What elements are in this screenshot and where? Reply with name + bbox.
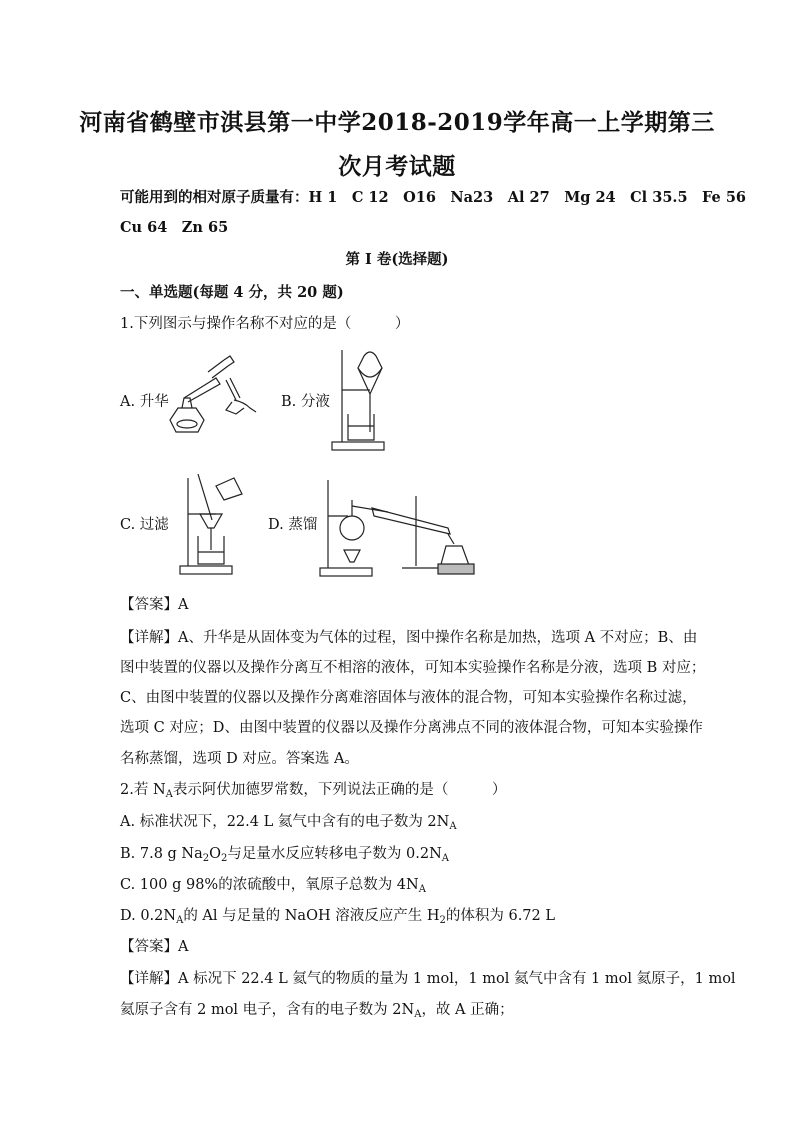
q2-option-a-subscript: A <box>449 821 457 832</box>
q2-option-c-text: C. 100 g 98%的浓硫酸中，氧原子总数为 4N <box>120 877 419 893</box>
sublimation-apparatus-figure <box>164 350 260 440</box>
question-2-stem <box>120 778 506 800</box>
q1-option-c-label: C. 过滤 <box>120 517 169 533</box>
question-1-stem: 1.下列图示与操作名称不对应的是（ ） <box>120 316 410 332</box>
q1-explanation-line-5: 名称蒸馏，选项 D 对应。答案选 A。 <box>120 751 359 767</box>
q1-explanation-line-4: 选项 C 对应；D、由图中装置的仪器以及操作分离沸点不同的液体混合物，可知本实验操作 <box>120 720 703 736</box>
q2-explanation-line-1: 【详解】A 标况下 22.4 L 氦气的物质的量为 1 mol，1 mol 氦气中含有 1 mol 氦原子，1 mol <box>120 971 736 987</box>
distillation-apparatus-figure <box>318 476 478 580</box>
q2-explanation-text: 氦原子含有 2 mol 电子，含有的电子数为 2N <box>120 1002 415 1018</box>
q1-option-b-label: B. 分液 <box>281 394 330 410</box>
atomic-masses-line-2: Cu 64 Zn 65 <box>120 219 229 236</box>
q2-option-c <box>120 873 426 895</box>
q2-option-a <box>120 810 457 832</box>
atomic-masses-line-1: 可能用到的相对原子质量有：H 1 C 12 O16 Na23 Al 27 Mg 24 Cl 35.5 Fe 56 <box>120 189 747 206</box>
q2-explanation-line-2 <box>120 998 514 1020</box>
q1-explanation-line-1: 【详解】A、升华是从固体变为气体的过程，图中操作名称是加热，选项 A 不对应；B、由 <box>120 630 698 646</box>
q1-explanation-line-3: C、由图中装置的仪器以及操作分离难溶固体与液体的混合物，可知本实验操作名称过滤， <box>120 690 697 706</box>
q2-stem-text-end: 表示阿伏加德罗常数，下列说法正确的是（ ） <box>172 782 507 798</box>
document-title-line-2: 次月考试题 <box>338 153 456 180</box>
q2-explanation-subscript: A <box>414 1009 422 1020</box>
q2-option-b-text-3: 与足量水反应转移电子数为 0.2N <box>227 846 442 862</box>
q1-explanation-line-2: 图中装置的仪器以及操作分离互不相溶的液体，可知本实验操作名称是分液，选项 B 对应； <box>120 660 706 676</box>
q2-answer: 【答案】A <box>120 939 189 955</box>
q2-explanation-text-end: ，故 A 正确； <box>421 1002 514 1018</box>
part-title: 一、单选题(每题 4 分，共 20 题) <box>120 284 344 301</box>
q2-option-d-subscript-1: A <box>176 915 184 926</box>
q2-option-d-text-2: 的 Al 与足量的 NaOH 溶液反应产生 H <box>183 908 440 924</box>
separating-funnel-figure <box>330 346 400 454</box>
q2-option-c-subscript: A <box>418 884 426 895</box>
q2-option-a-text: A. 标准状况下，22.4 L 氦气中含有的电子数为 2N <box>120 814 450 830</box>
q2-option-d-text: D. 0.2N <box>120 908 177 924</box>
q1-answer: 【答案】A <box>120 597 189 613</box>
q2-option-b-text-2: O <box>209 846 222 862</box>
q2-option-b-subscript-1: 2 <box>202 853 210 864</box>
q2-option-d <box>120 904 555 926</box>
q1-option-a-label: A. 升华 <box>120 394 169 410</box>
q2-option-d-subscript-2: 2 <box>439 915 446 926</box>
q2-stem-text: 2.若 N <box>120 782 166 798</box>
q2-option-b-text: B. 7.8 g Na <box>120 846 203 862</box>
document-title-line-1: 河南省鹤壁市淇县第一中学2018-2019学年高一上学期第三 <box>79 109 715 136</box>
q2-option-b-subscript-2: 2 <box>221 853 228 864</box>
q2-option-b <box>120 842 449 864</box>
q1-option-d-label: D. 蒸馏 <box>268 517 318 533</box>
section-title: 第 I 卷(选择题) <box>345 251 449 268</box>
filtration-apparatus-figure <box>178 470 270 580</box>
q2-option-b-subscript-3: A <box>441 853 450 864</box>
q2-option-d-text-3: 的体积为 6.72 L <box>445 908 555 924</box>
q2-stem-subscript: A <box>165 789 173 800</box>
